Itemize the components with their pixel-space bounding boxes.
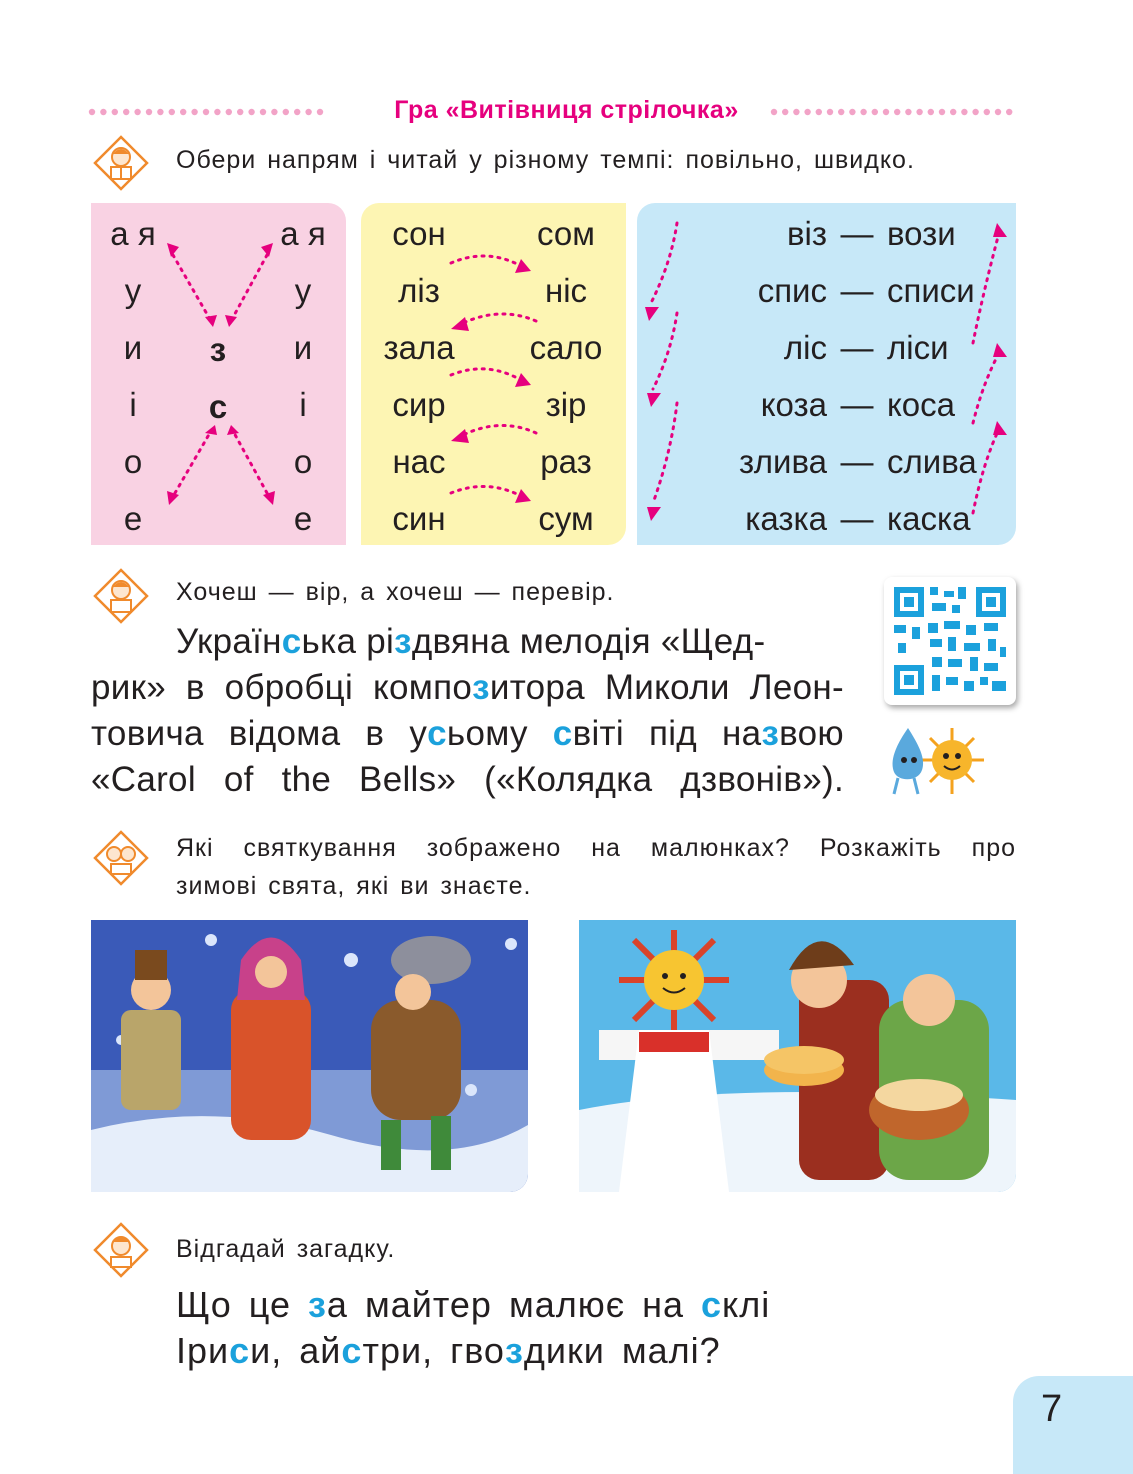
yellow-left-word: сир <box>392 386 446 423</box>
reading-boy-icon <box>93 135 149 191</box>
instruction-holidays-line1: Які святкування зображено на малюнках? Розкажіть про <box>176 834 1016 862</box>
qr-pattern <box>884 577 1016 705</box>
pink-syllable-panel <box>91 203 346 545</box>
yellow-left-word: нас <box>392 443 446 480</box>
carolers-illustration <box>91 920 528 1192</box>
yellow-left-word: сон <box>392 215 446 252</box>
pink-right-syllable: і <box>299 386 307 423</box>
instruction-choose-direction: Обери напрям і читай у різному темпі: повільно, швидко. <box>176 146 915 174</box>
page-number: 7 <box>1041 1388 1063 1430</box>
yellow-right-word: зір <box>545 386 587 423</box>
thinking-boy-icon <box>93 1222 149 1278</box>
raindrop-and-sun-mascots-icon <box>884 722 984 800</box>
blue-dash: — <box>840 386 874 423</box>
blue-arrows <box>637 203 1016 545</box>
instruction-believe-check: Хочеш — вір, а хочеш — перевір. <box>176 578 615 606</box>
two-children-reading-icon <box>93 830 149 886</box>
blue-word-a: коза <box>760 386 827 423</box>
blue-word-pairs-panel <box>637 203 1016 545</box>
yellow-right-word: ніс <box>544 272 588 309</box>
pink-left-syllable: и <box>123 329 143 366</box>
blue-word-a: злива <box>739 443 827 480</box>
maslenitsa-illustration <box>579 920 1016 1192</box>
blue-word-b: слива <box>887 443 977 480</box>
blue-word-b: вози <box>887 215 956 252</box>
reading-boy-icon <box>93 568 149 624</box>
pink-left-syllable: е <box>123 500 143 537</box>
blue-word-a: віз <box>787 215 827 252</box>
blue-word-a: казка <box>745 500 827 537</box>
page-number-tab <box>1013 1376 1133 1474</box>
yellow-right-word: сом <box>537 215 595 252</box>
blue-dash: — <box>840 215 874 252</box>
blue-word-b: коса <box>887 386 956 423</box>
center-letter-z: з <box>209 331 227 368</box>
qr-code[interactable] <box>884 577 1016 705</box>
pink-left-syllable: а я <box>110 215 156 252</box>
pink-left-syllable: у <box>124 272 142 309</box>
yellow-arrows <box>361 203 626 545</box>
pink-right-syllable: и <box>293 329 313 366</box>
yellow-left-word: зала <box>383 329 455 366</box>
blue-dash: — <box>840 272 874 309</box>
pink-arrows <box>91 203 346 545</box>
blue-word-a: ліс <box>783 329 827 366</box>
yellow-left-word: син <box>392 500 446 537</box>
center-letter-s: с <box>208 388 228 425</box>
blue-dash: — <box>840 500 874 537</box>
blue-dash: — <box>840 329 874 366</box>
pink-left-syllable: і <box>129 386 137 423</box>
instruction-guess-riddle: Відгадай загадку. <box>176 1235 396 1263</box>
blue-word-b: ліси <box>887 329 949 366</box>
yellow-word-panel <box>361 203 626 545</box>
pink-right-syllable: е <box>293 500 313 537</box>
pink-right-syllable: а я <box>280 215 326 252</box>
yellow-right-word: сало <box>529 329 603 366</box>
blue-word-b: каска <box>887 500 971 537</box>
blue-word-a: спис <box>757 272 827 309</box>
game-title: Гра «Витівниця стрілочка» <box>0 96 1133 125</box>
blue-dash: — <box>840 443 874 480</box>
pink-right-syllable: о <box>293 443 313 480</box>
pink-right-syllable: у <box>294 272 312 309</box>
instruction-holidays-line2: зимові свята, які ви знаєте. <box>176 872 532 900</box>
pink-left-syllable: о <box>123 443 143 480</box>
yellow-right-word: сум <box>538 500 594 537</box>
yellow-left-word: ліз <box>398 272 440 309</box>
blue-word-b: списи <box>887 272 975 309</box>
yellow-right-word: раз <box>540 443 592 480</box>
